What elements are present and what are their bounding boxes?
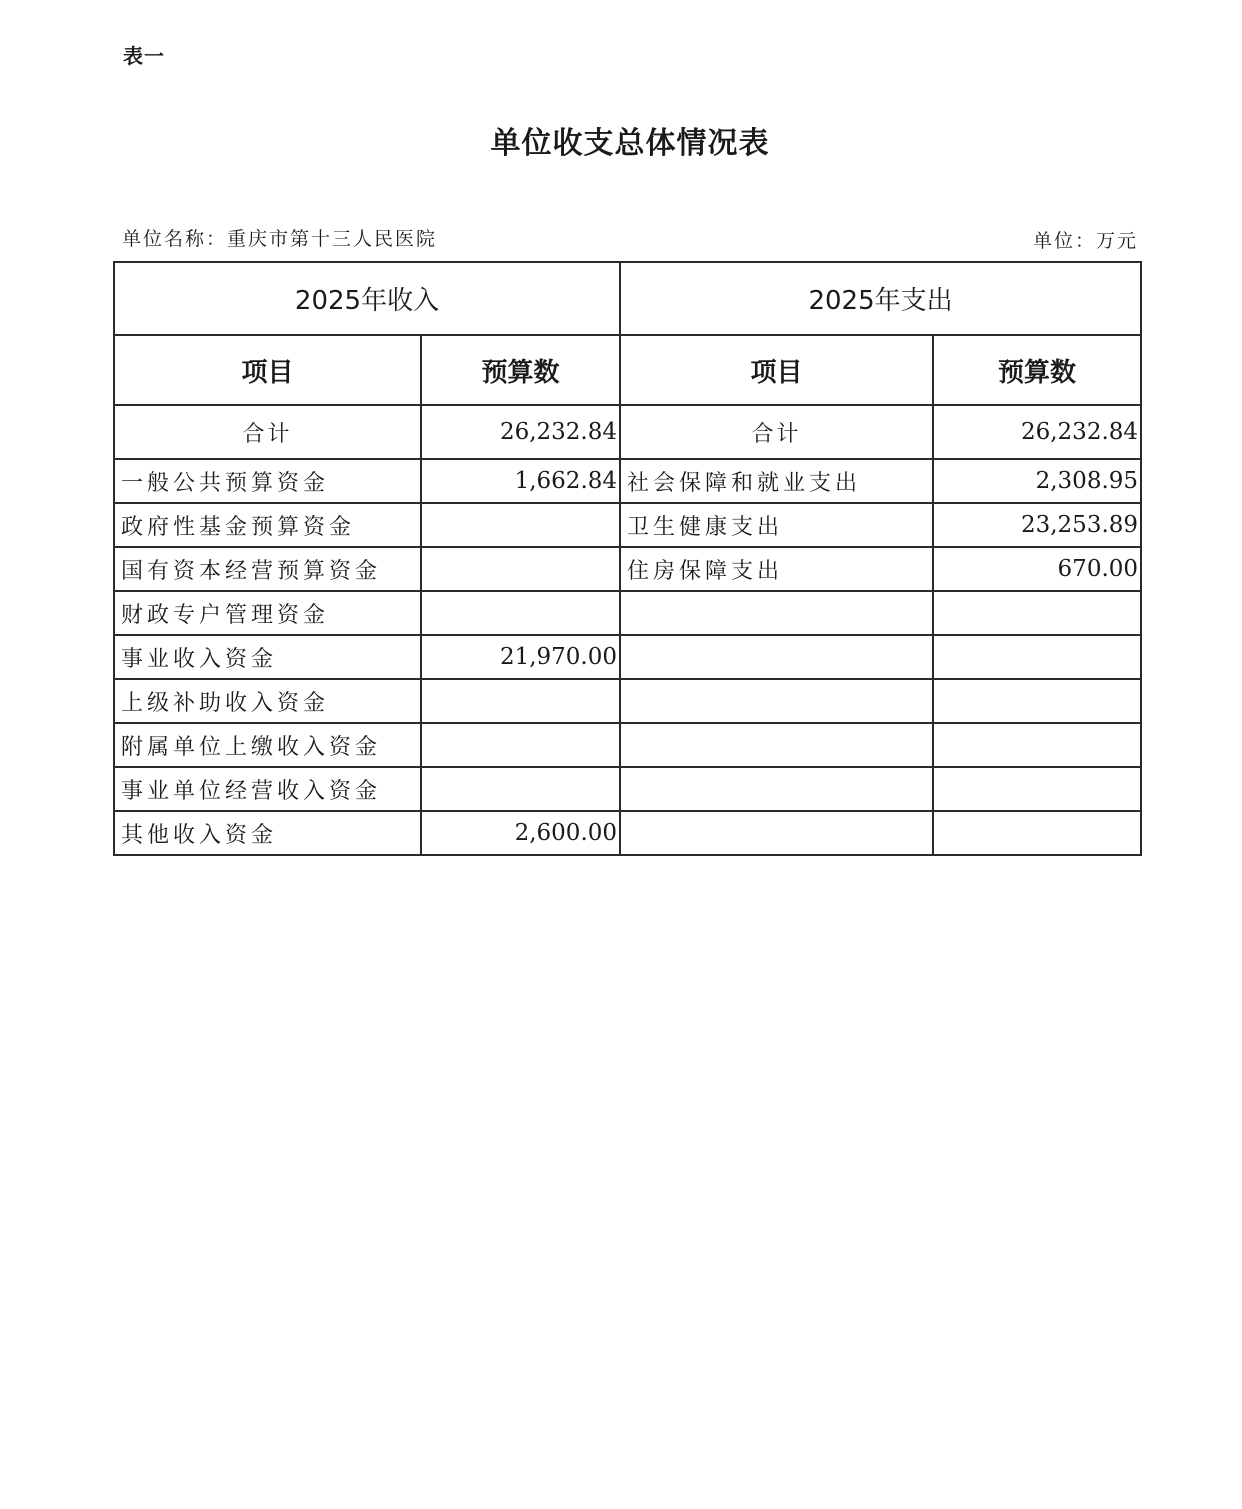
- budget-table: [113, 261, 1142, 856]
- income-section-header: 2025年收入: [114, 262, 620, 335]
- income-total-label: 合计: [114, 405, 421, 459]
- unit-measure: 单位：万元: [1032, 230, 1138, 252]
- expense-item-cell: [620, 591, 933, 635]
- income-total-value: 26,232.84: [421, 405, 620, 459]
- unit-name: 单位名称：重庆市第十三人民医院: [122, 228, 438, 250]
- expense-item-cell: [620, 767, 933, 811]
- income-budget-header: 预算数: [421, 335, 620, 405]
- expense-item-cell: 住房保障支出: [620, 547, 933, 591]
- section-header-row: [114, 262, 1141, 335]
- income-item-cell: 上级补助收入资金: [114, 679, 421, 723]
- income-item-cell: 国有资本经营预算资金: [114, 547, 421, 591]
- income-item-cell: 一般公共预算资金: [114, 459, 421, 503]
- income-item-cell: 附属单位上缴收入资金: [114, 723, 421, 767]
- income-value-cell: 21,970.00: [421, 635, 620, 679]
- expense-item-cell: [620, 811, 933, 855]
- expense-value-cell: [933, 679, 1141, 723]
- income-value-cell: [421, 767, 620, 811]
- expense-value-cell: [933, 591, 1141, 635]
- document-label: 表一: [123, 44, 165, 68]
- income-item-cell: 事业单位经营收入资金: [114, 767, 421, 811]
- expense-value-cell: 23,253.89: [933, 503, 1141, 547]
- income-value-cell: [421, 591, 620, 635]
- expense-value-cell: [933, 635, 1141, 679]
- expense-value-cell: [933, 811, 1141, 855]
- table-row: [114, 723, 1141, 767]
- table-row: [114, 811, 1141, 855]
- income-item-cell: 政府性基金预算资金: [114, 503, 421, 547]
- expense-section-header: 2025年支出: [620, 262, 1141, 335]
- expense-budget-header: 预算数: [933, 335, 1141, 405]
- expense-total-label: 合计: [620, 405, 933, 459]
- expense-item-cell: 社会保障和就业支出: [620, 459, 933, 503]
- budget-table-body: [114, 262, 1141, 855]
- page-title: 单位收支总体情况表: [490, 126, 770, 161]
- income-item-cell: 其他收入资金: [114, 811, 421, 855]
- table-row: [114, 679, 1141, 723]
- income-item-cell: 事业收入资金: [114, 635, 421, 679]
- income-value-cell: 1,662.84: [421, 459, 620, 503]
- income-value-cell: [421, 679, 620, 723]
- income-item-cell: 财政专户管理资金: [114, 591, 421, 635]
- income-value-cell: 2,600.00: [421, 811, 620, 855]
- income-value-cell: [421, 723, 620, 767]
- expense-item-header: 项目: [620, 335, 933, 405]
- table-row: [114, 591, 1141, 635]
- income-item-header: 项目: [114, 335, 421, 405]
- table-row: [114, 459, 1141, 503]
- table-row: [114, 503, 1141, 547]
- income-value-cell: [421, 547, 620, 591]
- expense-item-cell: 卫生健康支出: [620, 503, 933, 547]
- total-row: [114, 405, 1141, 459]
- column-header-row: [114, 335, 1141, 405]
- expense-value-cell: 670.00: [933, 547, 1141, 591]
- table-row: [114, 767, 1141, 811]
- expense-value-cell: 2,308.95: [933, 459, 1141, 503]
- table-row: [114, 547, 1141, 591]
- table-row: [114, 635, 1141, 679]
- income-value-cell: [421, 503, 620, 547]
- expense-item-cell: [620, 635, 933, 679]
- expense-item-cell: [620, 679, 933, 723]
- expense-item-cell: [620, 723, 933, 767]
- expense-value-cell: [933, 767, 1141, 811]
- expense-value-cell: [933, 723, 1141, 767]
- expense-total-value: 26,232.84: [933, 405, 1141, 459]
